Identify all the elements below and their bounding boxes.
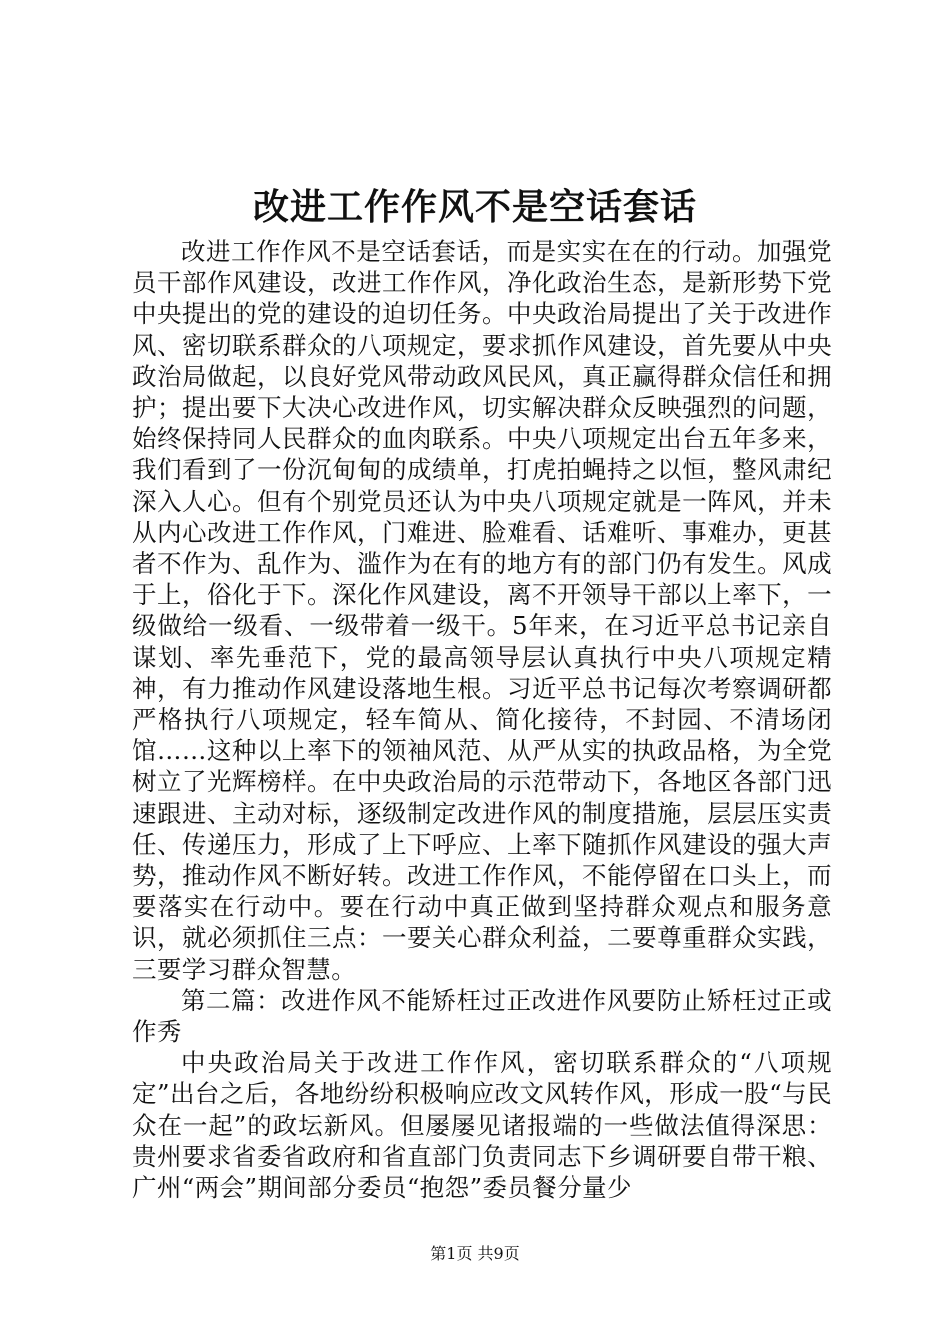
document-body [132,236,832,1203]
paragraph-3: 中央政治局关于改进工作作风，密切联系群众的“八项规定”出台之后，各地纷纷积极响应改文风转作风，形成一股“与民众在一起”的政坛新风。但屡屡见诸报端的一些做法值得深思：贵州要求省委省政府和省直部门负责同志下乡调研要自带干粮、广州“两会”期间部分委员“抱怨”委员餐分量少 [132,1048,832,1203]
paragraph-2-heading: 第二篇：改进作风不能矫枉过正改进作风要防止矫枉过正或作秀 [132,985,832,1047]
paragraph-1: 改进工作作风不是空话套话，而是实实在在的行动。加强党员干部作风建设，改进工作作风，净化政治生态，是新形势下党中央提出的党的建设的迫切任务。中央政治局提出了关于改进作风、密切联系群众的八项规定，要求抓作风建设，首先要从中央政治局做起，以良好党风带动政风民风，真正赢得群众信任和拥护；提出要下大决心改进作风，切实解决群众反映强烈的问题，始终保持同人民群众的血肉联系。中央八项规定出台五年多来，我们看到了一份沉甸甸的成绩单，打虎拍蝇持之以恒，整风肃纪深入人心。但有个别党员还认为中央八项规定就是一阵风，并未从内心改进工作作风，门难进、脸难看、话难听、事难办，更甚者不作为、乱作为、滥作为在有的地方有的部门仍有发生。风成于上，俗化于下。深化作风建设，离不开领导干部以上率下，一级做给一级看、一级带着一级干。5年来，在习近平总书记亲自谋划、率先垂范下，党的最高领导层认真执行中央八项规定精神，有力推动作风建设落地生根。习近平总书记每次考察调研都严格执行八项规定，轻车简从、简化接待，不封园、不清场闭馆……这种以上率下的领袖风范、从严从实的执政品格，为全党树立了光辉榜样。在中央政治局的示范带动下，各地区各部门迅速跟进、主动对标，逐级制定改进作风的制度措施，层层压实责任、传递压力，形成了上下呼应、上率下随抓作风建设的强大声势，推动作风不断好转。改进工作作风，不能停留在口头上，而要落实在行动中。要在行动中真正做到坚持群众观点和服务意识，就必须抓住三点：一要关心群众利益，二要尊重群众实践，三要学习群众智慧。 [132,237,832,984]
document-title: 改进工作作风不是空话套话 [252,186,697,228]
page-footer: 第1页 共9页 [430,1244,520,1263]
